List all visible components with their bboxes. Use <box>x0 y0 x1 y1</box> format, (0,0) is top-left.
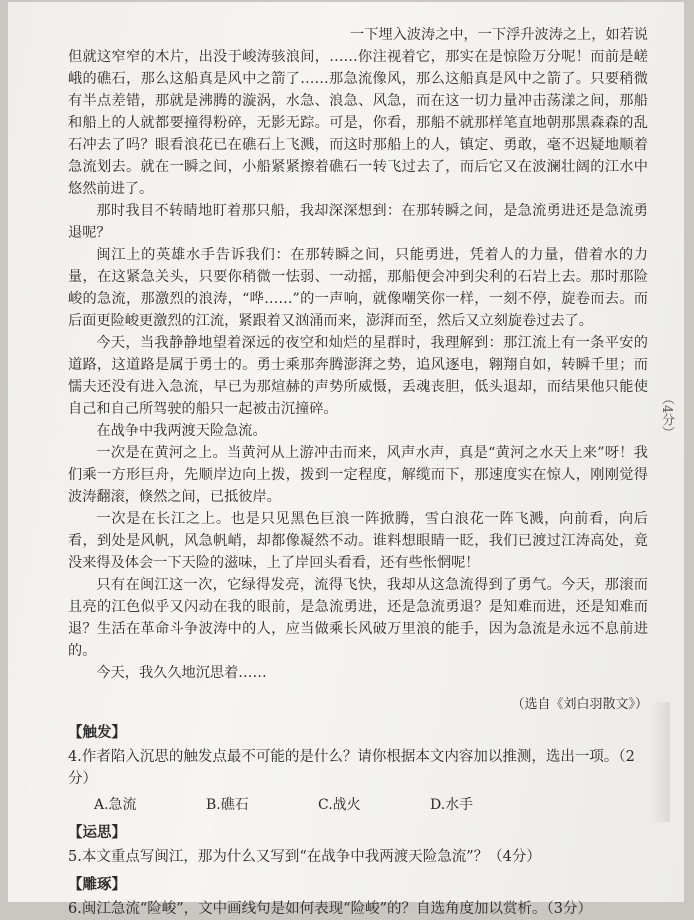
passage-paragraph-1: 但就这窄窄的木片，出没于峻涛骇浪间，……你注视着它，那实在是惊险万分呢！而前是嵯峨的礁石，那么这船真是风中之箭了……那急流像风，那么这船真是风中之箭了。只要稍微有半点差错，那就是沸腾的漩涡，水急、浪急、风急，而在这一切力量冲击荡漾之间，那船和船上的人就都要撞得粉碎，无影无踪。可是，你看，那船不就那样笔直地朝那黑森森的乱石冲去了吗？眼看浪花已在礁石上飞溅，而这时那船上的人，镇定、勇敢，毫不迟疑地顺着急流划去。就在一瞬之间，小船紧紧擦着礁石一转飞过去了，而后它又在波澜壮阔的江水中悠然前进了。 <box>68 49 648 197</box>
question-4-options <box>94 794 648 816</box>
question-5: 5.本文重点写闽江，那为什么又写到“在战争中我两渡天险急流”？（4分） <box>68 849 541 865</box>
passage-paragraph-4: 今天，当我静静地望着深远的夜空和灿烂的星群时，我理解到：那江流上有一条平安的道路，这道路是属于勇士的。勇士乘那奔腾澎湃之势，追风逐电，翱翔自如，转瞬千里；而懦夫还没有进入急流，早已为那煊赫的声势所威慑，丢魂丧胆，低头退却，而结果他只能使自己和自己所驾驶的船只一起被击沉撞碎。 <box>68 335 648 417</box>
passage-source: （选自《刘白羽散文》） <box>511 697 648 712</box>
section-heading-thinking: 【运思】 <box>68 824 126 841</box>
passage-paragraph-6: 一次是在黄河之上。当黄河从上游冲击而来，风声水声，真是“黄河之水天上来”呀！我们乘一方形巨舟，先顺岸边向上拨，拨到一定程度，解缆而下，那速度实在惊人，刚刚觉得波涛翻滚，倏然之间，已抵彼岸。 <box>68 445 648 505</box>
passage-paragraph-2: 那时我目不转睛地盯着那只船，我却深深想到：在那转瞬之间，是急流勇进还是急流勇退呢？ <box>68 203 648 241</box>
passage-paragraph-8: 只有在闽江这一次，它绿得发亮，流得飞快，我却从这急流得到了勇气。今天，那滚而且亮的江色似乎又闪动在我的眼前，是急流勇进，还是急流勇退？是知难而进，还是知难而退？生活在革命斗争波涛中的人，应当做乘长风破万里浪的能手，因为急流是永远不息前进的。 <box>68 577 648 659</box>
edge-score-text: （4分） <box>659 392 674 440</box>
passage-paragraph-3: 闽江上的英雄水手告诉我们：在那转瞬之间，只能勇进，凭着人的力量，借着水的力量，在这紧急关头，只要你稍微一怯弱、一动摇，那船便会冲到尖利的石岩上去。那时那险峻的急流，那激烈的浪涛，“哗……”的一声响，就像嘲笑你一样，一刻不停，旋卷而去。而后面更险峻更激烈的江流，紧跟着又汹涌而来，澎湃而至，然后又立刻旋卷过去了。 <box>68 247 648 329</box>
question-4: 4.作者陷入沉思的触发点最不可能的是什么？请你根据本文内容加以推测，选出一项。（2分） <box>68 749 635 787</box>
passage-paragraph-7: 一次是在长江之上。也是只见黑色巨浪一阵掀腾，雪白浪花一阵飞溅，向前看，向后看，到处是风帆，风急帆峭，却都像凝然不动。谁料想眼睛一眨，我们已渡过江涛高处，竟没来得及体会一下天险的滋味，上了岸回头看看，还有些怅惘呢！ <box>68 511 648 571</box>
passage-line-top: 一下埋入波涛之中，一下浮升波涛之上，如若说 <box>350 27 648 43</box>
section-heading-trigger: 【触发】 <box>68 724 126 741</box>
option-c: C.战火 <box>318 797 361 813</box>
passage-page <box>68 24 648 920</box>
option-a: A.急流 <box>94 797 137 813</box>
section-heading-polish: 【雕琢】 <box>68 876 126 893</box>
exam-paper <box>8 2 684 917</box>
passage-paragraph-9: 今天，我久久地沉思着…… <box>96 665 267 681</box>
passage-paragraph-5: 在战争中我两渡天险急流。 <box>96 423 267 439</box>
paper-fold-shadow <box>650 702 670 822</box>
option-d: D.水手 <box>430 797 474 813</box>
question-6: 6.闽江急流“险峻”，文中画线句是如何表现“险峻”的？自选角度加以赏析。（3分） <box>68 901 592 917</box>
option-b: B.礁石 <box>206 797 249 813</box>
